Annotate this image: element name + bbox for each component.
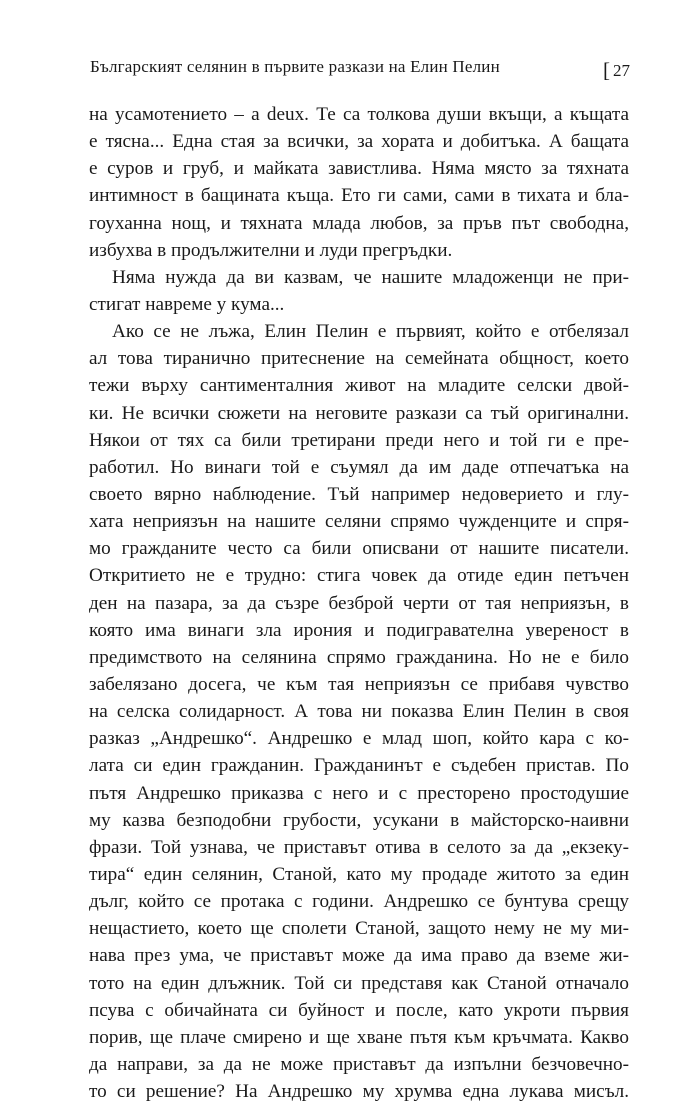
text-line: тото на един длъжник. Той си представя как Станой отначало	[89, 972, 629, 994]
text-line: ден на пазара, за да съзре безброй черти от тая неприязън, в	[89, 592, 629, 614]
text-line: Няма нужда да ви казвам, че нашите младоженци не при-	[112, 266, 629, 288]
text-line: гоуханна нощ, и тяхната млада любов, за пръв път свободна,	[89, 212, 629, 234]
text-line: нещастието, което ще сполети Станой, защото нему не му ми-	[89, 918, 629, 940]
page-number-bracket-glyph: [	[603, 58, 610, 82]
text-line: интимност в бащината къща. Ето ги сами, сами в тихата и бла-	[89, 185, 629, 207]
text-line: мо гражданите често са били описвани от нашите писатели.	[89, 538, 629, 560]
text-line: псува с обичайната си буйност и после, като укроти първия	[89, 999, 629, 1021]
text-line: разказ „Андрешко“. Андрешко е млад шоп, който кара с ко-	[89, 728, 629, 750]
text-line: Ако се не лъжа, Елин Пелин е първият, който е отбелязал	[112, 321, 629, 343]
text-line: стигат навреме у кума...	[89, 293, 285, 315]
text-line: пътя Андрешко приказва с него и с престорено простодушие	[89, 782, 629, 804]
text-line: на селска солидарност. А това ни показва Елин Пелин в своя	[89, 701, 629, 723]
text-line: порив, ще плаче смирено и ще хване пътя към кръчмата. Какво	[89, 1026, 629, 1048]
text-line: предимството на селянина спрямо гражданина. Но не е било	[89, 646, 629, 668]
page-number	[603, 57, 630, 82]
text-line: Някои от тях са били третирани преди него и той ги е пре-	[89, 429, 629, 451]
running-header-title: Българският селянин в първите разкази на Елин Пелин	[90, 57, 500, 76]
text-line: дълг, който се протака с години. Андрешко се бунтува срещу	[89, 891, 629, 913]
running-header	[90, 57, 630, 83]
text-line: да направи, за да не може приставът да изпълни безчовечно-	[89, 1053, 629, 1075]
text-line: избухва в продължителни и луди прегръдки.	[89, 239, 453, 261]
text-line: забелязано досега, че към тая неприязън се прибавя чувство	[89, 673, 629, 695]
text-line: тира“ един селянин, Станой, като му продаде житото за един	[89, 863, 629, 885]
page-number-value: 27	[613, 61, 630, 80]
text-line: ки. Не всички сюжети на неговите разкази са тъй оригинални.	[89, 402, 629, 424]
text-line: е тясна... Една стая за всички, за хората и добитъка. А бащата	[89, 131, 629, 153]
text-line: му казва безподобни грубости, усукани в майсторско-наивни	[89, 809, 629, 831]
text-line: Откритието не е трудно: стига човек да отиде един петъчен	[89, 565, 629, 587]
text-line: тежи върху сантименталния живот на младите селски двой-	[89, 375, 629, 397]
text-line: на усамотението – a deux. Те са толкова души вкъщи, а къщата	[89, 104, 629, 125]
text-line: своето вярно наблюдение. Тъй например недоверието и глу-	[89, 483, 629, 505]
text-line: то си решение? На Андрешко му хрумва една лукава мисъл.	[89, 1081, 629, 1103]
text-line: е суров и груб, и майката завистлива. Няма място за тяхната	[89, 158, 629, 180]
text-line: лата си един гражданин. Гражданинът е съдебен пристав. По	[89, 755, 629, 777]
text-line: която има винаги зла ирония и подигравателна увереност в	[89, 619, 629, 641]
text-line: ал това тиранично притеснение на семейната общност, което	[89, 348, 629, 370]
text-line: нава през ума, че приставът може да има право да вземе жи-	[89, 945, 629, 967]
body-text	[89, 101, 629, 1105]
text-line: хата неприязън на нашите селяни спрямо чужденците и спря-	[89, 511, 629, 533]
text-line: работил. Но винаги той е съумял да им даде отпечатъка на	[89, 456, 629, 478]
text-line: фрази. Той узнава, че приставът отива в селото за да „екзеку-	[89, 836, 629, 858]
